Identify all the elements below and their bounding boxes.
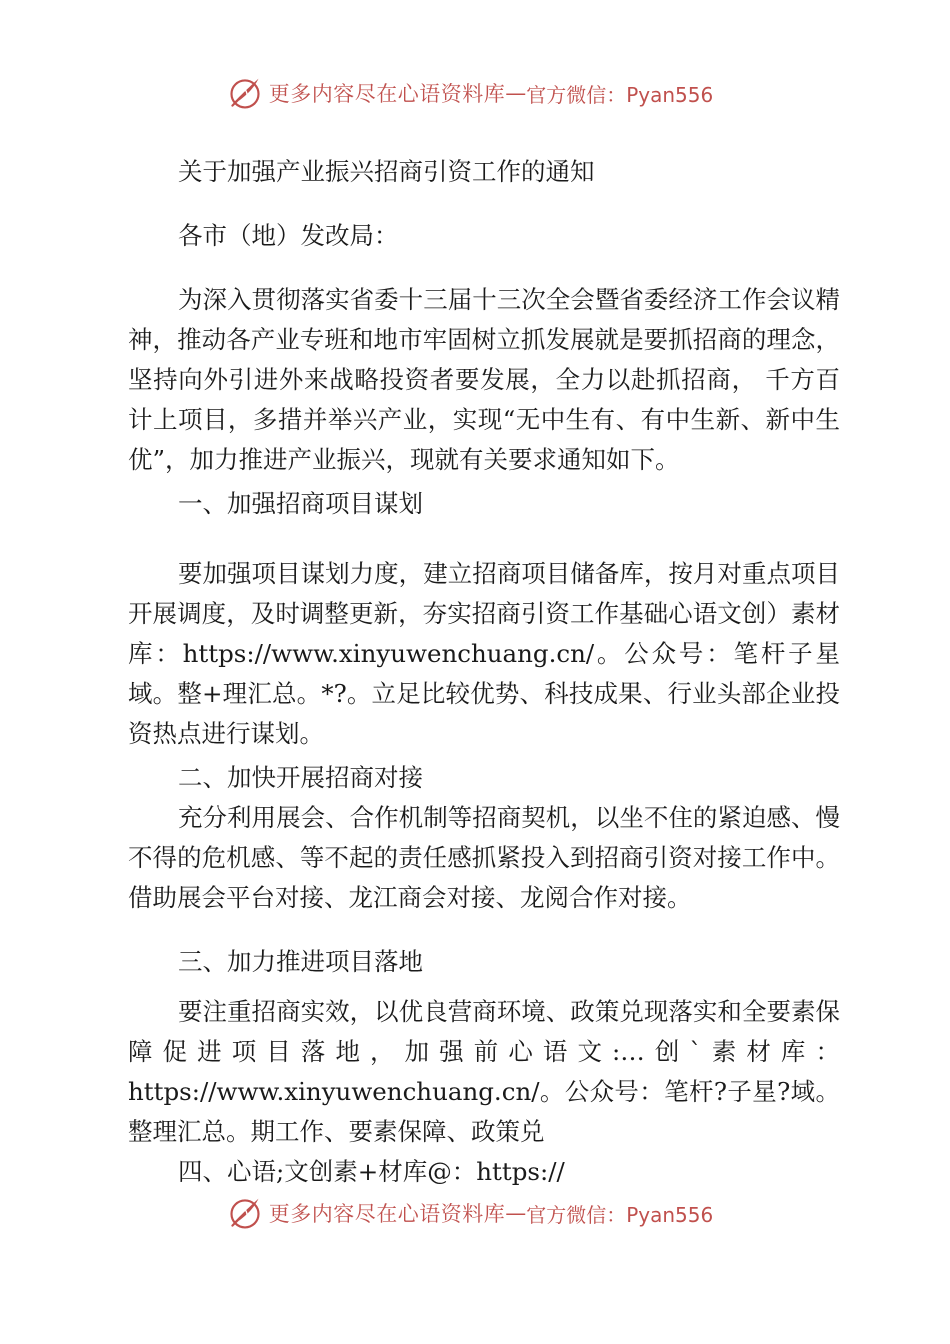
quill-logo-icon	[227, 75, 263, 111]
section-1-body: 要加强项目谋划力度，建立招商项目储备库，按月对重点项目开展调度，及时调整更新，夯实招商引资工作基础心语文创）素材库：https://www.xinyuwenchuang.cn/。公众号：笔杆子星域。整+理汇总。*?。立足比较优势、科技成果、行业头部企业投资热点进行谋划。	[128, 559, 840, 748]
section-4-heading: 四、心语;文创素+材库@：https://	[178, 1157, 565, 1186]
section-1-heading: 一、加强招商项目谋划	[178, 489, 423, 518]
document-body	[128, 152, 840, 1192]
watermark-text: 更多内容尽在心语资料库	[268, 1202, 506, 1226]
watermark-banner-top	[0, 68, 950, 118]
section-3-heading: 三、加力推进项目落地	[178, 947, 423, 976]
watermark-separator: —	[505, 81, 527, 105]
section-2-heading: 二、加快开展招商对接	[178, 763, 423, 792]
intro-paragraph: 为深入贯彻落实省委十三届十三次全会暨省委经济工作会议精神，推动各产业专班和地市牢固树立抓发展就是要抓招商的理念，坚持向外引进外来战略投资者要发展，全力以赴抓招商， 千方百计上项目，多措并举兴产业，实现“无中生有、有中生新、新中生优”，加力推进产业振兴，现就有关要求通知如下。	[128, 285, 840, 474]
quill-logo-icon	[227, 1195, 263, 1231]
watermark-separator: —	[505, 1201, 527, 1225]
watermark-contact: 官方微信：Pyan556	[526, 82, 714, 107]
document-title: 关于加强产业振兴招商引资工作的通知	[178, 157, 595, 186]
section-2-body: 充分利用展会、合作机制等招商契机，以坐不住的紧迫感、慢不得的危机感、等不起的责任感抓紧投入到招商引资对接工作中。借助展会平台对接、龙江商会对接、龙阅合作对接。	[128, 803, 840, 912]
salutation: 各市（地）发改局：	[178, 221, 399, 250]
watermark-text: 更多内容尽在心语资料库	[268, 82, 506, 106]
section-3-body: 要注重招商实效，以优良营商环境、政策兑现落实和全要素保障促进项目落地，加强前心语文:…创`素材库：https://www.xinyuwenchuang.cn/。公众号：笔杆?子星?域。整理汇总。期工作、要素保障、政策兑	[128, 997, 840, 1146]
watermark-contact: 官方微信：Pyan556	[526, 1202, 714, 1227]
watermark-banner-bottom	[0, 1188, 950, 1238]
